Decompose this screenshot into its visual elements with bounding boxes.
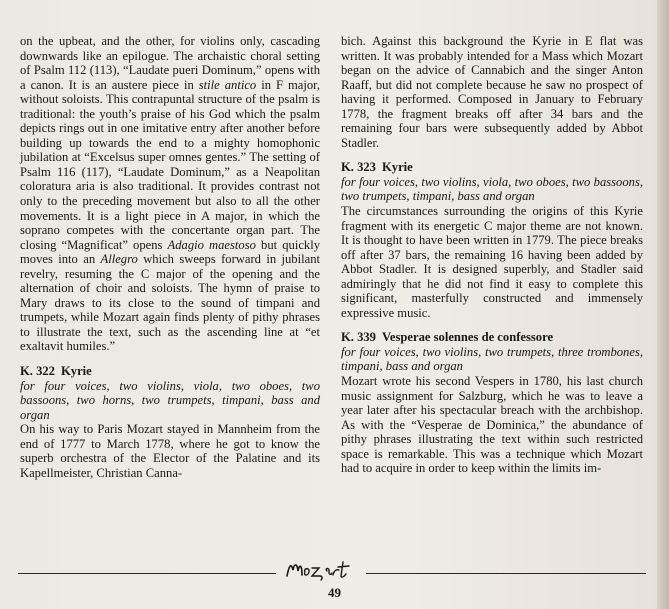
right-column (341, 34, 643, 476)
paragraph-psalm-description: on the upbeat, and the other, for violins only, cascading downwards like an epilogue. The archaistic choral setting of Psalm 112 (113), “Laudate pueri Dominum,” opens with a canon. It is an austere piece in stile antico in F major, without soloists. This contrapuntal structure of the psalm is traditional: the youth’s praise of his God which the psalm depicts rings out in one imitative entry after another before building up towards the end to a mighty homophonic jubilation at “Excelsus super omnes gentes.” The setting of Psalm 116 (117), “Laudate Dominum,” as a Neapolitan coloratura aria is also traditional. It provides contrast not only to the preceding movement but also to all the other movements. It is a light piece in A major, in which the soprano competes with the concertante organ part. The closing “Magnificat” opens Adagio maestoso but quickly moves into an Allegro which sweeps forward in jubilant revelry, resuming the C major of the opening and the alternation of choir and soloists. The hymn of praise to Mary draws to its close to the sound of timpani and trumpets, while Mozart again finds plenty of pithy phrases to illustrate the text, such as the ascending line at “et exaltavit humiles.” (20, 34, 321, 354)
koechel-number: K. 339 (341, 330, 376, 345)
scoring-k323: for four voices, two violins, viola, two oboes, two bassoons, two trumpets, timpani, bass and organ (341, 174, 643, 204)
paragraph-k323: The circumstances surrounding the origins of this Kyrie fragment with its energetic C major theme are not known. It is thought to have been written in 1779. The piece breaks off after 37 bars, the remaining 16 having been added by Abbot Stadler. It is designed superbly, and Stadler said admiringly that he did not find it easy to complete this significant, masterfully constructed and immensely expressive music. (341, 204, 643, 320)
koechel-number: K. 322 (20, 364, 55, 379)
section-heading-k322 (20, 364, 320, 379)
book-binding-edge (657, 0, 669, 609)
paragraph-k339: Mozart wrote his second Vespers in 1780, his last church music assignment for Salzburg, which he was to leave a year later after his spectacular breach with the archbishop. As with the “Vesperae de Dominica,” the abundance of pithy phrases illustrating the text within such restricted space is remarkable. This was a technique which Mozart had to acquire in order to keep within the limits im- (341, 374, 643, 476)
footer-rule-left (18, 573, 276, 574)
section-heading-k339 (341, 330, 643, 345)
koechel-number: K. 323 (341, 160, 376, 175)
work-title: Kyrie (60, 364, 92, 379)
scoring-k322: for four voices, two violins, viola, two oboes, two bassoons, two horns, two trumpets, timpani, bass and organ (20, 378, 320, 422)
work-title: Vesperae solennes de confessore (381, 330, 554, 345)
mozart-signature-logo (283, 556, 363, 582)
paragraph-kyrie-e-flat: bich. Against this background the Kyrie in E flat was written. It was probably intended for a Mass which Mozart began on the advice of Cannabich and the singer Anton Raaff, but did not complete because he saw no prospect of having it performed. Composed in January to February 1778, the fragment breaks off after 34 bars and the remaining four bars were subsequently added by Abbot Stadler. (341, 34, 643, 150)
page-number: 49 (328, 585, 341, 600)
section-heading-k323 (341, 160, 643, 175)
scoring-k339: for four voices, two violins, two trumpets, three trombones, timpani, bass and organ (341, 344, 643, 374)
work-title: Kyrie (381, 160, 413, 175)
footer-rule-right (366, 573, 646, 574)
paragraph-k322: On his way to Paris Mozart stayed in Mannheim from the end of 1777 to March 1778, where he got to know the superb orchestra of the Elector of the Palatine and its Kapellmeister, Christian Canna- (20, 422, 320, 480)
left-column (20, 34, 320, 480)
